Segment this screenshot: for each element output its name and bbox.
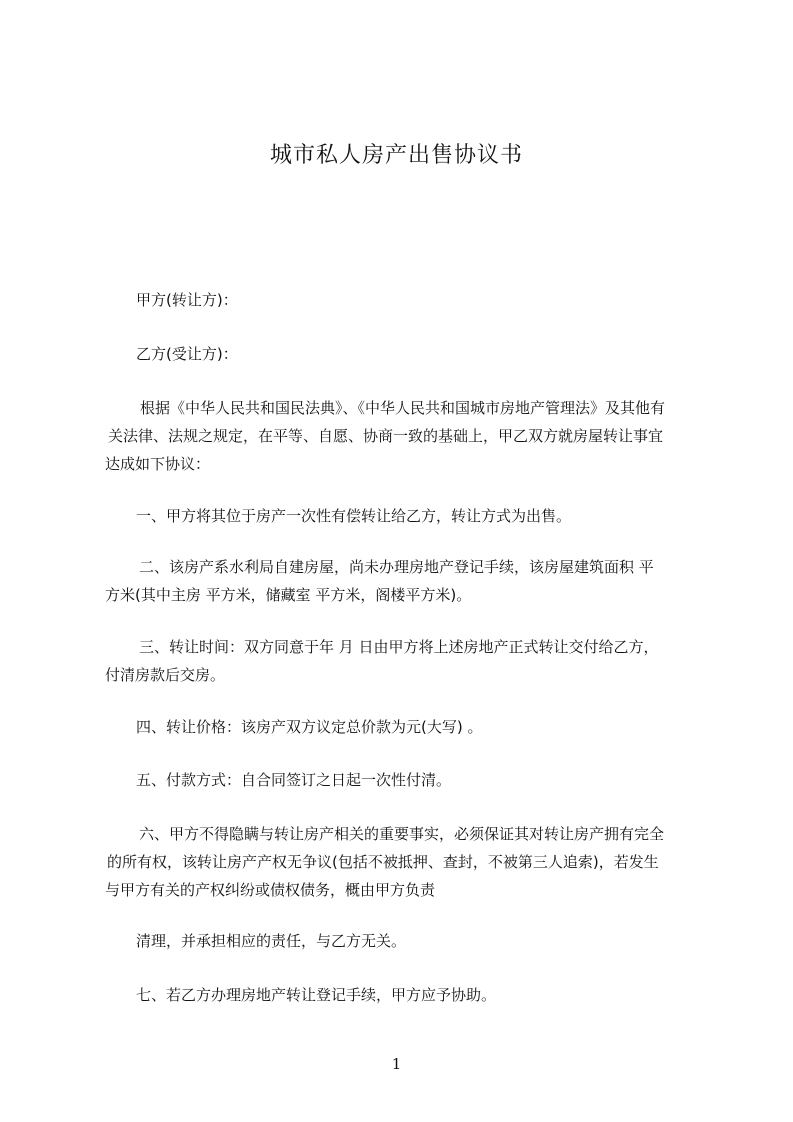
clause-1: 一、甲方将其位于房产一次性有偿转让给乙方，转让方式为出售。	[136, 507, 572, 525]
party-b-line: 乙方(受让方)：	[136, 345, 238, 363]
clause-2-line-1: 二、该房产系水利局自建房屋，尚未办理房地产登记手续，该房屋建筑面积 平	[139, 558, 654, 576]
preamble-line-2: 关法律、法规之规定，在平等、自愿、协商一致的基础上，甲乙双方就房屋转让事宜	[108, 427, 664, 445]
clause-6-line-3: 与甲方有关的产权纠纷或债权债务，概由甲方负责	[105, 881, 436, 899]
preamble-line-1: 根据《中华人民共和国民法典》、《中华人民共和国城市房地产管理法》及其他有	[140, 399, 666, 417]
clause-6-continuation: 清理，并承担相应的责任，与乙方无关。	[136, 932, 407, 950]
page-number: 1	[391, 1055, 402, 1073]
clause-2-line-2: 方米(其中主房 平方米，储藏室 平方米，阁楼平方米)。	[105, 586, 472, 604]
clause-4: 四、转让价格：该房产双方议定总价款为元(大写) 。	[136, 718, 483, 736]
clause-6-line-1: 六、甲方不得隐瞒与转让房产相关的重要事实，必须保证其对转让房产拥有完全	[139, 825, 665, 843]
preamble-paragraph	[105, 394, 705, 478]
clause-5: 五、付款方式：自合同签订之日起一次性付清。	[136, 771, 452, 789]
party-a-line: 甲方(转让方)：	[136, 291, 238, 309]
clause-3	[105, 633, 705, 689]
clause-7: 七、若乙方办理房地产转让登记手续，甲方应予协助。	[136, 986, 497, 1004]
clause-6-line-2: 的所有权，该转让房产产权无争议(包括不被抵押、查封，不被第三人追索)，若发生	[107, 853, 659, 871]
clause-3-line-1: 三、转让时间：双方同意于年 月 日由甲方将上述房地产正式转让交付给乙方，	[139, 638, 659, 656]
clause-6	[105, 820, 705, 904]
clause-3-line-2: 付清房款后交房。	[105, 666, 226, 684]
document-title: 城市私人房产出售协议书	[269, 143, 523, 168]
preamble-line-3: 达成如下协议：	[105, 455, 211, 473]
clause-2	[105, 553, 705, 609]
